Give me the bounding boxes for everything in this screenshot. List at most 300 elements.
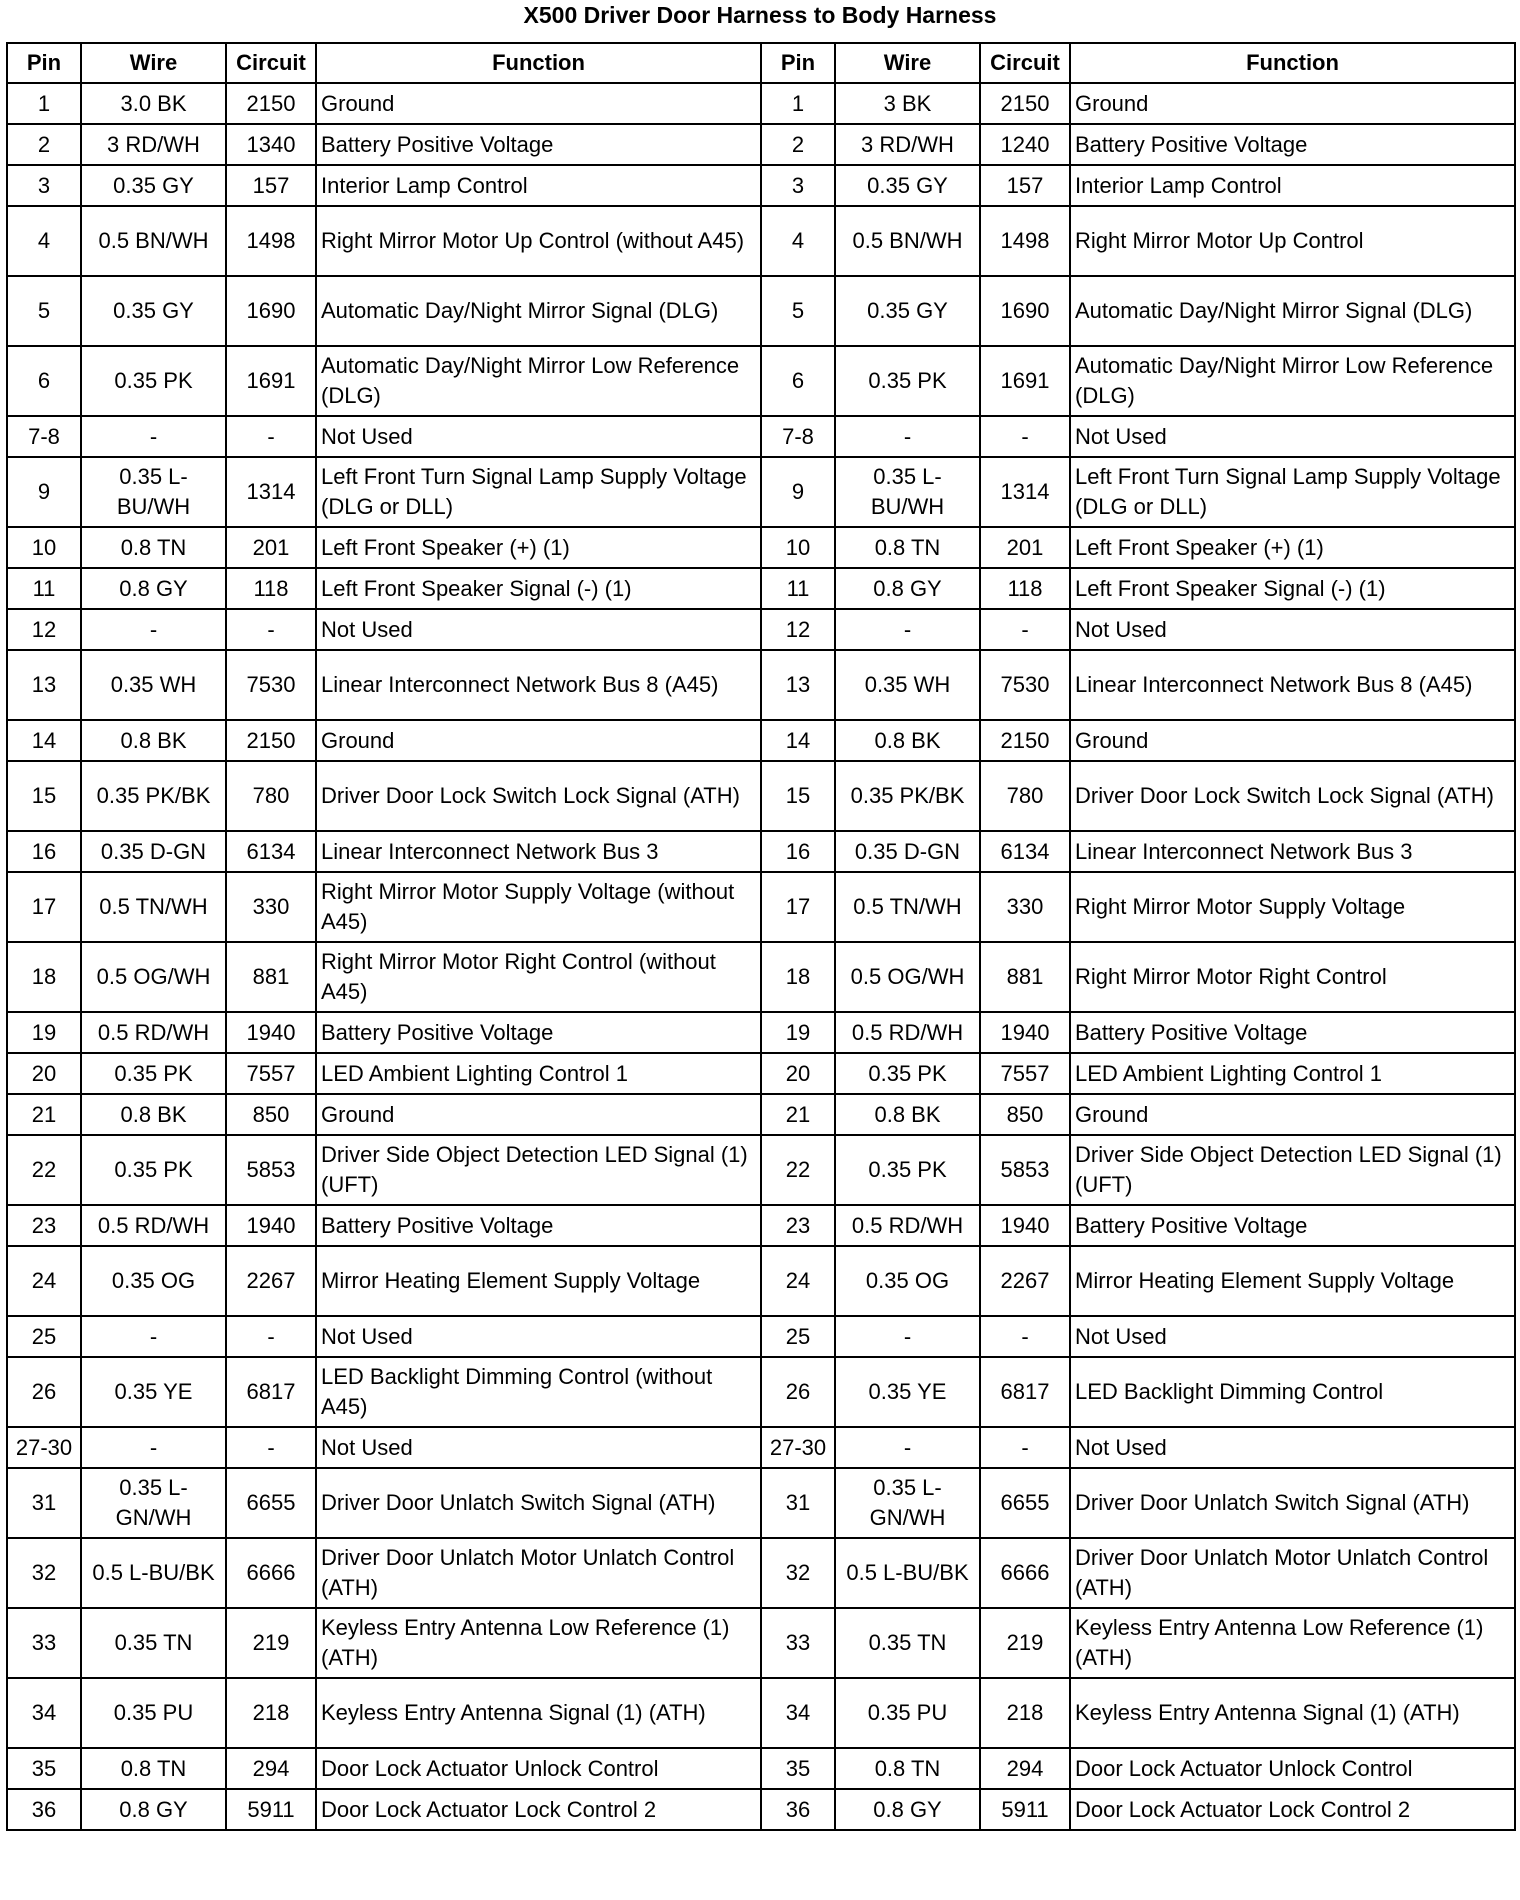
right-pin-cell: 34 xyxy=(761,1678,835,1748)
left-pin-cell: 11 xyxy=(7,568,81,609)
left-circuit-cell: 1940 xyxy=(226,1012,316,1053)
right-pin-cell: 3 xyxy=(761,165,835,206)
right-wire-cell: 0.35 L-BU/WH xyxy=(835,457,980,527)
right-pin-cell: 24 xyxy=(761,1246,835,1316)
left-circuit-cell: - xyxy=(226,1316,316,1357)
left-function-cell: Driver Door Lock Switch Lock Signal (ATH) xyxy=(316,761,761,831)
table-row xyxy=(7,1678,1515,1748)
right-pin-cell: 31 xyxy=(761,1468,835,1538)
left-function-cell: LED Backlight Dimming Control (without A45) xyxy=(316,1357,761,1427)
header-pin: Pin xyxy=(7,43,81,83)
right-function-cell: Automatic Day/Night Mirror Low Reference (DLG) xyxy=(1070,346,1515,416)
table-row xyxy=(7,720,1515,761)
right-wire-cell: - xyxy=(835,1427,980,1468)
left-wire-cell: 0.8 BK xyxy=(81,1094,226,1135)
header-circuit: Circuit xyxy=(226,43,316,83)
left-circuit-cell: 1691 xyxy=(226,346,316,416)
table-row xyxy=(7,1246,1515,1316)
right-pin-cell: 16 xyxy=(761,831,835,872)
right-circuit-cell: 157 xyxy=(980,165,1070,206)
right-function-cell: Keyless Entry Antenna Low Reference (1) (ATH) xyxy=(1070,1608,1515,1678)
left-circuit-cell: 850 xyxy=(226,1094,316,1135)
right-circuit-cell: 219 xyxy=(980,1608,1070,1678)
right-function-cell: Linear Interconnect Network Bus 3 xyxy=(1070,831,1515,872)
left-circuit-cell: 2267 xyxy=(226,1246,316,1316)
left-function-cell: Keyless Entry Antenna Signal (1) (ATH) xyxy=(316,1678,761,1748)
left-wire-cell: 3 RD/WH xyxy=(81,124,226,165)
right-wire-cell: 0.35 PK xyxy=(835,1135,980,1205)
left-wire-cell: 0.5 TN/WH xyxy=(81,872,226,942)
left-function-cell: Not Used xyxy=(316,1316,761,1357)
right-circuit-cell: 330 xyxy=(980,872,1070,942)
right-pin-cell: 19 xyxy=(761,1012,835,1053)
left-function-cell: Driver Door Unlatch Switch Signal (ATH) xyxy=(316,1468,761,1538)
right-function-cell: Ground xyxy=(1070,83,1515,124)
right-circuit-cell: 5911 xyxy=(980,1789,1070,1830)
left-wire-cell: 0.5 OG/WH xyxy=(81,942,226,1012)
left-circuit-cell: 1498 xyxy=(226,206,316,276)
table-row xyxy=(7,527,1515,568)
table-row xyxy=(7,165,1515,206)
table-row xyxy=(7,457,1515,527)
right-circuit-cell: 218 xyxy=(980,1678,1070,1748)
right-circuit-cell: 118 xyxy=(980,568,1070,609)
right-pin-cell: 26 xyxy=(761,1357,835,1427)
right-wire-cell: 0.35 L-GN/WH xyxy=(835,1468,980,1538)
left-pin-cell: 23 xyxy=(7,1205,81,1246)
table-row xyxy=(7,1094,1515,1135)
left-function-cell: Mirror Heating Element Supply Voltage xyxy=(316,1246,761,1316)
left-circuit-cell: 7557 xyxy=(226,1053,316,1094)
header-row xyxy=(7,43,1515,83)
right-circuit-cell: 6666 xyxy=(980,1538,1070,1608)
right-wire-cell: - xyxy=(835,416,980,457)
right-function-cell: Not Used xyxy=(1070,416,1515,457)
right-circuit-cell: 1240 xyxy=(980,124,1070,165)
right-pin-cell: 7-8 xyxy=(761,416,835,457)
left-wire-cell: 0.8 BK xyxy=(81,720,226,761)
left-circuit-cell: 219 xyxy=(226,1608,316,1678)
left-function-cell: Linear Interconnect Network Bus 8 (A45) xyxy=(316,650,761,720)
left-wire-cell: 0.35 GY xyxy=(81,165,226,206)
left-function-cell: Automatic Day/Night Mirror Low Reference (DLG) xyxy=(316,346,761,416)
right-wire-cell: 0.8 GY xyxy=(835,1789,980,1830)
left-pin-cell: 14 xyxy=(7,720,81,761)
right-pin-cell: 13 xyxy=(761,650,835,720)
right-wire-cell: 0.5 OG/WH xyxy=(835,942,980,1012)
right-wire-cell: 0.35 PK xyxy=(835,346,980,416)
table-row xyxy=(7,609,1515,650)
right-wire-cell: 0.5 L-BU/BK xyxy=(835,1538,980,1608)
right-wire-cell: 0.8 BK xyxy=(835,1094,980,1135)
right-function-cell: Driver Door Lock Switch Lock Signal (ATH) xyxy=(1070,761,1515,831)
right-wire-cell: 0.35 GY xyxy=(835,165,980,206)
left-wire-cell: 0.35 WH xyxy=(81,650,226,720)
right-function-cell: Not Used xyxy=(1070,609,1515,650)
right-wire-cell: 0.8 TN xyxy=(835,527,980,568)
left-pin-cell: 12 xyxy=(7,609,81,650)
left-function-cell: Right Mirror Motor Right Control (without A45) xyxy=(316,942,761,1012)
left-function-cell: Ground xyxy=(316,83,761,124)
right-wire-cell: 0.35 PU xyxy=(835,1678,980,1748)
left-pin-cell: 20 xyxy=(7,1053,81,1094)
left-wire-cell: 0.35 L-BU/WH xyxy=(81,457,226,527)
header-wire: Wire xyxy=(81,43,226,83)
table-row xyxy=(7,1608,1515,1678)
left-wire-cell: 0.35 TN xyxy=(81,1608,226,1678)
right-circuit-cell: 1940 xyxy=(980,1205,1070,1246)
left-wire-cell: - xyxy=(81,416,226,457)
left-pin-cell: 10 xyxy=(7,527,81,568)
left-function-cell: Ground xyxy=(316,1094,761,1135)
table-row xyxy=(7,1427,1515,1468)
table-row xyxy=(7,1748,1515,1789)
right-wire-cell: 3 RD/WH xyxy=(835,124,980,165)
table-row xyxy=(7,206,1515,276)
header-function: Function xyxy=(1070,43,1515,83)
right-circuit-cell: 780 xyxy=(980,761,1070,831)
right-circuit-cell: 7530 xyxy=(980,650,1070,720)
right-wire-cell: 0.5 BN/WH xyxy=(835,206,980,276)
right-pin-cell: 20 xyxy=(761,1053,835,1094)
right-circuit-cell: 7557 xyxy=(980,1053,1070,1094)
left-circuit-cell: 6817 xyxy=(226,1357,316,1427)
right-pin-cell: 6 xyxy=(761,346,835,416)
right-function-cell: Right Mirror Motor Up Control xyxy=(1070,206,1515,276)
right-wire-cell: 0.35 D-GN xyxy=(835,831,980,872)
left-pin-cell: 18 xyxy=(7,942,81,1012)
right-circuit-cell: 6655 xyxy=(980,1468,1070,1538)
right-circuit-cell: 850 xyxy=(980,1094,1070,1135)
right-function-cell: Door Lock Actuator Unlock Control xyxy=(1070,1748,1515,1789)
right-pin-cell: 1 xyxy=(761,83,835,124)
left-pin-cell: 1 xyxy=(7,83,81,124)
left-function-cell: LED Ambient Lighting Control 1 xyxy=(316,1053,761,1094)
left-wire-cell: 0.35 PU xyxy=(81,1678,226,1748)
right-pin-cell: 22 xyxy=(761,1135,835,1205)
left-wire-cell: - xyxy=(81,609,226,650)
right-function-cell: Left Front Turn Signal Lamp Supply Voltage (DLG or DLL) xyxy=(1070,457,1515,527)
left-circuit-cell: - xyxy=(226,609,316,650)
left-circuit-cell: 2150 xyxy=(226,720,316,761)
left-circuit-cell: 5853 xyxy=(226,1135,316,1205)
right-function-cell: Not Used xyxy=(1070,1427,1515,1468)
table-row xyxy=(7,1789,1515,1830)
left-circuit-cell: 7530 xyxy=(226,650,316,720)
table-row xyxy=(7,1135,1515,1205)
right-wire-cell: 0.8 GY xyxy=(835,568,980,609)
right-wire-cell: 0.35 TN xyxy=(835,1608,980,1678)
left-function-cell: Battery Positive Voltage xyxy=(316,1205,761,1246)
right-wire-cell: 0.35 WH xyxy=(835,650,980,720)
left-pin-cell: 32 xyxy=(7,1538,81,1608)
right-function-cell: Keyless Entry Antenna Signal (1) (ATH) xyxy=(1070,1678,1515,1748)
left-function-cell: Right Mirror Motor Supply Voltage (without A45) xyxy=(316,872,761,942)
right-pin-cell: 14 xyxy=(761,720,835,761)
right-circuit-cell: - xyxy=(980,1427,1070,1468)
left-pin-cell: 17 xyxy=(7,872,81,942)
left-wire-cell: 0.35 L-GN/WH xyxy=(81,1468,226,1538)
right-wire-cell: - xyxy=(835,609,980,650)
left-pin-cell: 36 xyxy=(7,1789,81,1830)
right-wire-cell: 0.35 GY xyxy=(835,276,980,346)
left-pin-cell: 21 xyxy=(7,1094,81,1135)
right-pin-cell: 35 xyxy=(761,1748,835,1789)
left-function-cell: Keyless Entry Antenna Low Reference (1) (ATH) xyxy=(316,1608,761,1678)
right-pin-cell: 10 xyxy=(761,527,835,568)
left-circuit-cell: 5911 xyxy=(226,1789,316,1830)
left-pin-cell: 7-8 xyxy=(7,416,81,457)
right-pin-cell: 36 xyxy=(761,1789,835,1830)
right-circuit-cell: 2150 xyxy=(980,720,1070,761)
header-wire: Wire xyxy=(835,43,980,83)
left-circuit-cell: 157 xyxy=(226,165,316,206)
right-circuit-cell: - xyxy=(980,609,1070,650)
right-pin-cell: 9 xyxy=(761,457,835,527)
left-wire-cell: 0.35 PK/BK xyxy=(81,761,226,831)
right-pin-cell: 18 xyxy=(761,942,835,1012)
left-pin-cell: 3 xyxy=(7,165,81,206)
right-wire-cell: 3 BK xyxy=(835,83,980,124)
left-circuit-cell: 330 xyxy=(226,872,316,942)
right-function-cell: Door Lock Actuator Lock Control 2 xyxy=(1070,1789,1515,1830)
left-circuit-cell: - xyxy=(226,1427,316,1468)
right-circuit-cell: 2150 xyxy=(980,83,1070,124)
left-pin-cell: 31 xyxy=(7,1468,81,1538)
left-wire-cell: 0.35 GY xyxy=(81,276,226,346)
left-wire-cell: 0.8 GY xyxy=(81,1789,226,1830)
left-pin-cell: 35 xyxy=(7,1748,81,1789)
right-circuit-cell: 6817 xyxy=(980,1357,1070,1427)
left-wire-cell: - xyxy=(81,1316,226,1357)
right-wire-cell: - xyxy=(835,1316,980,1357)
table-row xyxy=(7,1316,1515,1357)
right-function-cell: LED Backlight Dimming Control xyxy=(1070,1357,1515,1427)
right-wire-cell: 0.35 PK/BK xyxy=(835,761,980,831)
table-row xyxy=(7,1012,1515,1053)
left-function-cell: Right Mirror Motor Up Control (without A45) xyxy=(316,206,761,276)
left-pin-cell: 13 xyxy=(7,650,81,720)
right-pin-cell: 32 xyxy=(761,1538,835,1608)
left-circuit-cell: 881 xyxy=(226,942,316,1012)
left-circuit-cell: - xyxy=(226,416,316,457)
document-page xyxy=(6,0,1514,1831)
table-row xyxy=(7,1205,1515,1246)
left-wire-cell: 0.35 PK xyxy=(81,1135,226,1205)
left-pin-cell: 2 xyxy=(7,124,81,165)
left-function-cell: Automatic Day/Night Mirror Signal (DLG) xyxy=(316,276,761,346)
right-pin-cell: 25 xyxy=(761,1316,835,1357)
right-circuit-cell: 1691 xyxy=(980,346,1070,416)
table-row xyxy=(7,568,1515,609)
right-function-cell: Not Used xyxy=(1070,1316,1515,1357)
table-row xyxy=(7,872,1515,942)
right-function-cell: Linear Interconnect Network Bus 8 (A45) xyxy=(1070,650,1515,720)
table-body xyxy=(7,83,1515,1830)
right-function-cell: Automatic Day/Night Mirror Signal (DLG) xyxy=(1070,276,1515,346)
right-pin-cell: 15 xyxy=(761,761,835,831)
right-function-cell: Ground xyxy=(1070,1094,1515,1135)
table-row xyxy=(7,1538,1515,1608)
left-pin-cell: 26 xyxy=(7,1357,81,1427)
right-circuit-cell: 1940 xyxy=(980,1012,1070,1053)
left-pin-cell: 34 xyxy=(7,1678,81,1748)
header-pin: Pin xyxy=(761,43,835,83)
left-pin-cell: 9 xyxy=(7,457,81,527)
right-function-cell: Mirror Heating Element Supply Voltage xyxy=(1070,1246,1515,1316)
table-row xyxy=(7,83,1515,124)
right-pin-cell: 17 xyxy=(761,872,835,942)
right-circuit-cell: 1498 xyxy=(980,206,1070,276)
right-wire-cell: 0.35 PK xyxy=(835,1053,980,1094)
left-wire-cell: - xyxy=(81,1427,226,1468)
right-circuit-cell: 6134 xyxy=(980,831,1070,872)
right-wire-cell: 0.5 RD/WH xyxy=(835,1205,980,1246)
header-function: Function xyxy=(316,43,761,83)
left-wire-cell: 0.5 BN/WH xyxy=(81,206,226,276)
right-pin-cell: 5 xyxy=(761,276,835,346)
left-function-cell: Left Front Speaker Signal (-) (1) xyxy=(316,568,761,609)
right-circuit-cell: 1690 xyxy=(980,276,1070,346)
right-wire-cell: 0.8 TN xyxy=(835,1748,980,1789)
right-function-cell: Driver Door Unlatch Switch Signal (ATH) xyxy=(1070,1468,1515,1538)
left-circuit-cell: 6666 xyxy=(226,1538,316,1608)
left-wire-cell: 0.8 TN xyxy=(81,1748,226,1789)
left-function-cell: Battery Positive Voltage xyxy=(316,124,761,165)
right-pin-cell: 21 xyxy=(761,1094,835,1135)
right-pin-cell: 4 xyxy=(761,206,835,276)
right-function-cell: Right Mirror Motor Supply Voltage xyxy=(1070,872,1515,942)
left-wire-cell: 0.8 GY xyxy=(81,568,226,609)
right-circuit-cell: 881 xyxy=(980,942,1070,1012)
left-wire-cell: 0.5 RD/WH xyxy=(81,1012,226,1053)
right-pin-cell: 2 xyxy=(761,124,835,165)
left-wire-cell: 0.35 D-GN xyxy=(81,831,226,872)
left-wire-cell: 0.35 OG xyxy=(81,1246,226,1316)
left-wire-cell: 0.8 TN xyxy=(81,527,226,568)
right-pin-cell: 23 xyxy=(761,1205,835,1246)
right-function-cell: Battery Positive Voltage xyxy=(1070,1205,1515,1246)
table-row xyxy=(7,1053,1515,1094)
left-wire-cell: 0.35 YE xyxy=(81,1357,226,1427)
right-wire-cell: 0.35 YE xyxy=(835,1357,980,1427)
right-pin-cell: 12 xyxy=(761,609,835,650)
left-wire-cell: 0.5 RD/WH xyxy=(81,1205,226,1246)
table-row xyxy=(7,650,1515,720)
left-circuit-cell: 1314 xyxy=(226,457,316,527)
left-circuit-cell: 294 xyxy=(226,1748,316,1789)
right-function-cell: LED Ambient Lighting Control 1 xyxy=(1070,1053,1515,1094)
left-function-cell: Driver Side Object Detection LED Signal (1) (UFT) xyxy=(316,1135,761,1205)
right-function-cell: Ground xyxy=(1070,720,1515,761)
left-circuit-cell: 1690 xyxy=(226,276,316,346)
harness-table xyxy=(6,42,1516,1831)
left-pin-cell: 19 xyxy=(7,1012,81,1053)
right-circuit-cell: 1314 xyxy=(980,457,1070,527)
left-pin-cell: 24 xyxy=(7,1246,81,1316)
left-circuit-cell: 6134 xyxy=(226,831,316,872)
left-pin-cell: 4 xyxy=(7,206,81,276)
left-pin-cell: 5 xyxy=(7,276,81,346)
right-wire-cell: 0.35 OG xyxy=(835,1246,980,1316)
left-circuit-cell: 1340 xyxy=(226,124,316,165)
left-circuit-cell: 780 xyxy=(226,761,316,831)
right-circuit-cell: - xyxy=(980,1316,1070,1357)
left-pin-cell: 25 xyxy=(7,1316,81,1357)
left-wire-cell: 3.0 BK xyxy=(81,83,226,124)
table-row xyxy=(7,346,1515,416)
right-function-cell: Battery Positive Voltage xyxy=(1070,1012,1515,1053)
table-row xyxy=(7,416,1515,457)
left-circuit-cell: 201 xyxy=(226,527,316,568)
left-circuit-cell: 118 xyxy=(226,568,316,609)
left-function-cell: Linear Interconnect Network Bus 3 xyxy=(316,831,761,872)
left-circuit-cell: 218 xyxy=(226,1678,316,1748)
table-row xyxy=(7,276,1515,346)
table-row xyxy=(7,761,1515,831)
table-row xyxy=(7,1468,1515,1538)
right-function-cell: Battery Positive Voltage xyxy=(1070,124,1515,165)
left-function-cell: Driver Door Unlatch Motor Unlatch Control (ATH) xyxy=(316,1538,761,1608)
right-circuit-cell: - xyxy=(980,416,1070,457)
left-circuit-cell: 1940 xyxy=(226,1205,316,1246)
left-function-cell: Ground xyxy=(316,720,761,761)
right-circuit-cell: 5853 xyxy=(980,1135,1070,1205)
left-pin-cell: 33 xyxy=(7,1608,81,1678)
right-function-cell: Right Mirror Motor Right Control xyxy=(1070,942,1515,1012)
table-row xyxy=(7,1357,1515,1427)
left-pin-cell: 27-30 xyxy=(7,1427,81,1468)
page-title: X500 Driver Door Harness to Body Harness xyxy=(523,2,997,28)
right-function-cell: Left Front Speaker Signal (-) (1) xyxy=(1070,568,1515,609)
right-function-cell: Driver Door Unlatch Motor Unlatch Control (ATH) xyxy=(1070,1538,1515,1608)
left-pin-cell: 6 xyxy=(7,346,81,416)
header-circuit: Circuit xyxy=(980,43,1070,83)
left-function-cell: Door Lock Actuator Unlock Control xyxy=(316,1748,761,1789)
right-function-cell: Left Front Speaker (+) (1) xyxy=(1070,527,1515,568)
left-function-cell: Left Front Speaker (+) (1) xyxy=(316,527,761,568)
left-wire-cell: 0.5 L-BU/BK xyxy=(81,1538,226,1608)
left-function-cell: Left Front Turn Signal Lamp Supply Voltage (DLG or DLL) xyxy=(316,457,761,527)
left-function-cell: Interior Lamp Control xyxy=(316,165,761,206)
right-pin-cell: 27-30 xyxy=(761,1427,835,1468)
table-row xyxy=(7,942,1515,1012)
right-circuit-cell: 201 xyxy=(980,527,1070,568)
right-circuit-cell: 2267 xyxy=(980,1246,1070,1316)
table-row xyxy=(7,124,1515,165)
left-pin-cell: 16 xyxy=(7,831,81,872)
left-function-cell: Not Used xyxy=(316,609,761,650)
left-circuit-cell: 2150 xyxy=(226,83,316,124)
right-wire-cell: 0.5 TN/WH xyxy=(835,872,980,942)
left-circuit-cell: 6655 xyxy=(226,1468,316,1538)
left-function-cell: Not Used xyxy=(316,416,761,457)
right-function-cell: Driver Side Object Detection LED Signal (1) (UFT) xyxy=(1070,1135,1515,1205)
left-pin-cell: 22 xyxy=(7,1135,81,1205)
table-row xyxy=(7,831,1515,872)
left-pin-cell: 15 xyxy=(7,761,81,831)
right-wire-cell: 0.8 BK xyxy=(835,720,980,761)
right-pin-cell: 33 xyxy=(761,1608,835,1678)
left-wire-cell: 0.35 PK xyxy=(81,1053,226,1094)
right-function-cell: Interior Lamp Control xyxy=(1070,165,1515,206)
right-circuit-cell: 294 xyxy=(980,1748,1070,1789)
left-function-cell: Door Lock Actuator Lock Control 2 xyxy=(316,1789,761,1830)
right-pin-cell: 11 xyxy=(761,568,835,609)
left-wire-cell: 0.35 PK xyxy=(81,346,226,416)
right-wire-cell: 0.5 RD/WH xyxy=(835,1012,980,1053)
left-function-cell: Not Used xyxy=(316,1427,761,1468)
